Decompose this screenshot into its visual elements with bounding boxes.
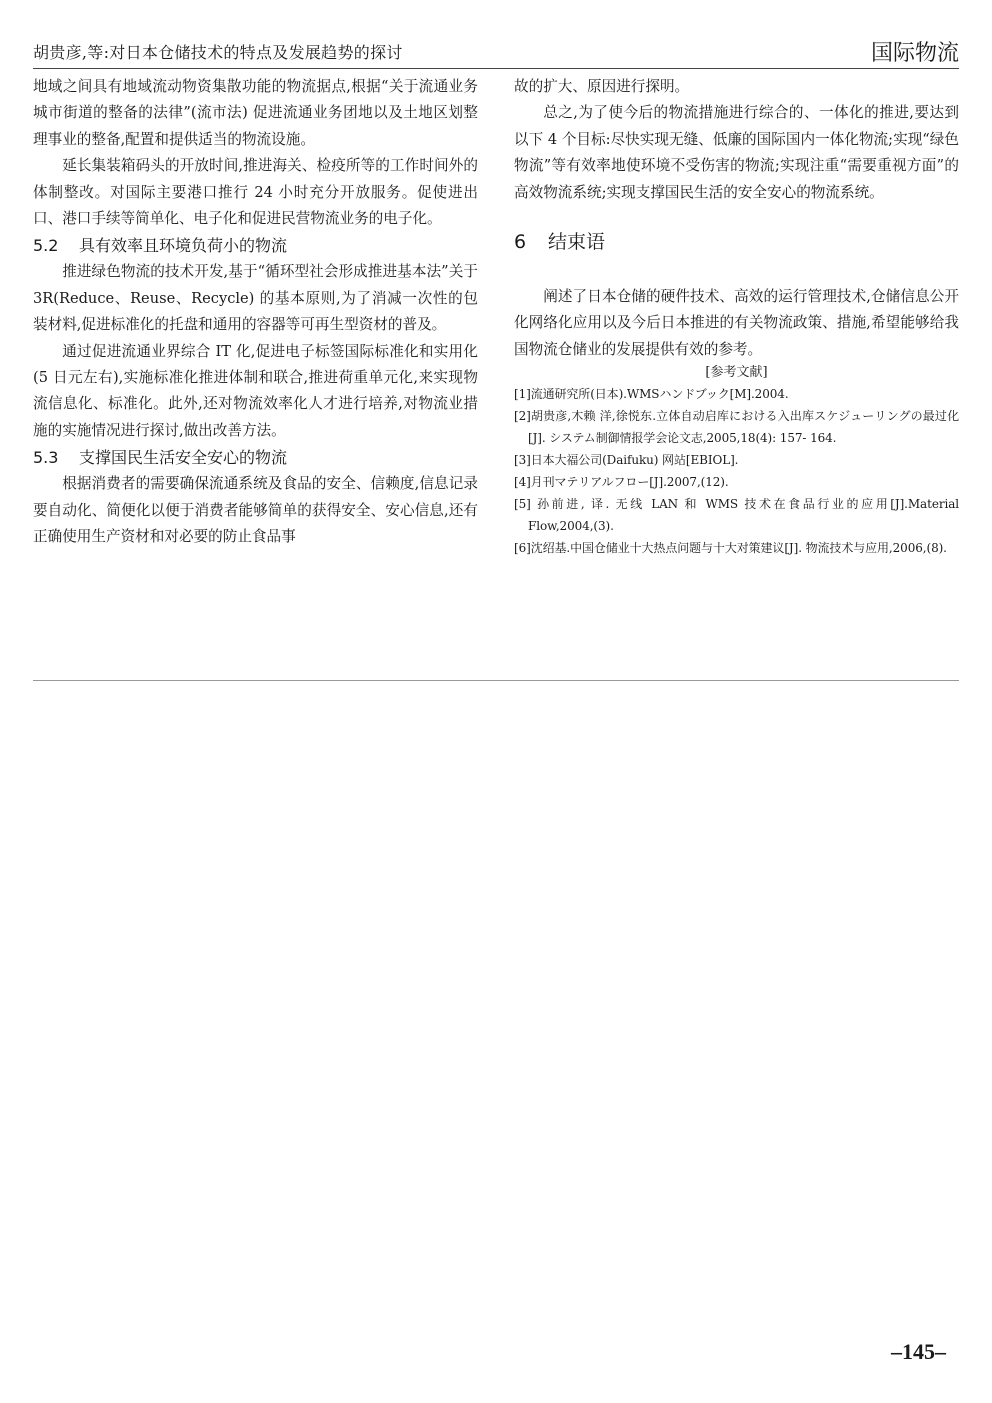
section-heading-6 xyxy=(514,228,959,256)
paragraph: 故的扩大、原因进行探明。 xyxy=(514,78,690,95)
section-title: 结束语 xyxy=(548,231,606,254)
reference-item: [2]胡贵彦,木赖 洋,徐悦东.立体自动启库における入出库スケジューリングの最过化 [J]. システム制御情报学会论文志,2005,18(4): 157- 164. xyxy=(514,409,959,446)
section-number: 5.2 xyxy=(33,236,59,256)
reference-item: [3]日本大福公司(Daifuku) 网站[EBIOL]. xyxy=(514,453,739,468)
paragraph: 延长集装箱码头的开放时间,推进海关、检疫所等的工作时间外的体制整改。对国际主要港口推行 24 小时充分开放服务。促使进出口、港口手续等简单化、电子化和促进民营物流业务的电子化。 xyxy=(33,157,478,228)
paragraph: 通过促进流通业界综合 IT 化,促进电子标签国际标准化和实用化(5 日元左右),实施标准化推进体制和联合,推进荷重单元化,来实现物流信息化、标准化。此外,还对物流效率化人才进行培养,对物流业措施的实施情况进行探讨,做出改善方法。 xyxy=(33,342,478,439)
left-column xyxy=(33,74,478,551)
section-title: 具有效率且环境负荷小的物流 xyxy=(79,236,288,256)
page-number: –145– xyxy=(891,1339,946,1364)
section-number: 5.3 xyxy=(33,448,59,468)
journal-name: 国际物流 xyxy=(870,41,959,66)
paragraph: 推进绿色物流的技术开发,基于“循环型社会形成推进基本法”关于 3R(Reduce、Reuse、Recycle) 的基本原则,为了消减一次性的包装材料,促进标准化的托盘和通用的容器等可再生型资材的普及。 xyxy=(33,263,478,334)
running-title: 胡贵彦,等:对日本仓储技术的特点及发展趋势的探讨 xyxy=(33,43,403,62)
right-column xyxy=(514,74,959,559)
paragraph: 地域之间具有地域流动物资集散功能的物流据点,根据“关于流通业务城市街道的整备的法律”(流市法) 促进流通业务团地以及土地区划整理事业的整备,配置和提供适当的物流设施。 xyxy=(33,78,478,148)
section-title: 支撑国民生活安全安心的物流 xyxy=(79,448,288,468)
references-heading: [参考文献] xyxy=(705,365,768,381)
paragraph: 根据消费者的需要确保流通系统及食品的安全、信赖度,信息记录要自动化、简便化以便于消费者能够简单的获得安全、安心信息,还有正确使用生产资材和对必要的防止食品事 xyxy=(33,475,478,546)
reference-item: [6]沈绍基.中国仓储业十大热点问题与十大对策建议[J]. 物流技术与应用,2006,(8). xyxy=(514,541,947,556)
bottom-rule xyxy=(33,680,959,681)
reference-item: [5] 孙前进, 译. 无线 LAN 和 WMS 技术在食品行业的应用[J].Material Flow,2004,(3). xyxy=(514,497,959,534)
reference-item: [4]月刊マテリアルフロー[J].2007,(12). xyxy=(514,475,729,490)
reference-item: [1]流通研究所(日本).WMSハンドブック[M].2004. xyxy=(514,387,789,402)
section-number: 6 xyxy=(514,231,527,254)
section-heading-5-3 xyxy=(33,444,478,471)
paragraph: 阐述了日本仓储的硬件技术、高效的运行管理技术,仓储信息公开化网络化应用以及今后日本推进的有关物流政策、措施,希望能够给我国物流仓储业的发展提供有效的参考。 xyxy=(514,288,959,358)
running-header xyxy=(33,36,959,69)
section-heading-5-2 xyxy=(33,232,478,259)
paragraph: 总之,为了使今后的物流措施进行综合的、一体化的推进,要达到以下 4 个目标:尽快实现无缝、低廉的国际国内一体化物流;实现“绿色物流”等有效率地使环境不受伤害的物流;实现注重“需要重视方面”的高效物流系统;实现支撑国民生活的安全安心的物流系统。 xyxy=(514,104,959,201)
